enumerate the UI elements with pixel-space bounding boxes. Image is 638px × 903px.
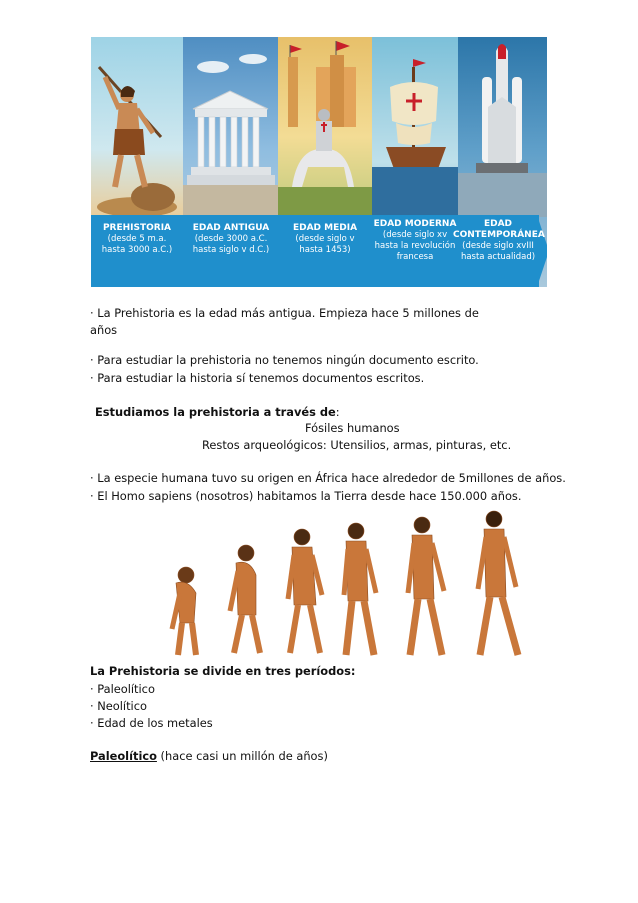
era-range-end: hasta 1453) bbox=[299, 245, 351, 255]
era-range-end-2: francesa bbox=[396, 252, 434, 262]
era-range-start: (desde siglo xv bbox=[382, 230, 448, 240]
paragraph-history-documents: · Para estudiar la historia sí tenemos documentos escritos. bbox=[90, 371, 425, 385]
era-range-end: hasta actualidad) bbox=[460, 252, 536, 262]
greek-temple-illustration bbox=[183, 37, 278, 217]
era-range-start: (desde siglo v bbox=[295, 234, 355, 244]
era-title: EDAD bbox=[483, 219, 513, 229]
evolution-figure-3 bbox=[288, 529, 322, 653]
text-line: años bbox=[90, 323, 118, 337]
era-title: EDAD MEDIA bbox=[292, 223, 358, 233]
paragraph-no-documents: · Para estudiar la prehistoria no tenemos ningún documento escrito. bbox=[90, 353, 479, 367]
studied-heading-colon: : bbox=[335, 405, 340, 419]
era-title: EDAD ANTIGUA bbox=[192, 223, 270, 233]
paragraph-oldest-age bbox=[90, 305, 479, 339]
caveman-hunter-illustration bbox=[91, 37, 183, 217]
period-item-neolithic: · Neolítico bbox=[90, 699, 147, 713]
space-shuttle-illustration bbox=[458, 37, 547, 217]
era-label-middle bbox=[281, 223, 369, 256]
evolution-figure-4 bbox=[344, 523, 376, 655]
period-item-metal-age: · Edad de los metales bbox=[90, 716, 213, 730]
evolution-figure-6 bbox=[478, 511, 518, 655]
paragraph-homo-sapiens: · El Homo sapiens (nosotros) habitamos la Tierra desde hace 150.000 años. bbox=[90, 489, 522, 503]
era-range-end: hasta la revolución bbox=[374, 241, 456, 251]
era-label-modern bbox=[369, 219, 461, 263]
studied-heading-text: Estudiamos la prehistoria a través de bbox=[95, 405, 336, 419]
era-label-ancient bbox=[185, 223, 277, 256]
period-item-paleolithic: · Paleolítico bbox=[90, 682, 155, 696]
periods-heading: La Prehistoria se divide en tres períodos: bbox=[90, 664, 356, 678]
paleolithic-note: (hace casi un millón de años) bbox=[160, 749, 328, 763]
paleolithic-title: Paleolítico bbox=[90, 749, 157, 763]
fossils-item: Fósiles humanos bbox=[305, 421, 400, 435]
evolution-figure-5 bbox=[408, 517, 444, 655]
text-line: · La Prehistoria es la edad más antigua. Empieza hace 5 millones de bbox=[90, 306, 479, 320]
studied-heading bbox=[95, 404, 340, 421]
era-range-end: hasta siglo v d.C.) bbox=[192, 245, 270, 255]
paragraph-africa-origin: · La especie humana tuvo su origen en África hace alrededor de 5millones de años. bbox=[90, 471, 566, 485]
era-title-2: CONTEMPORÁNEA bbox=[453, 230, 545, 240]
castle-knight-illustration bbox=[278, 37, 372, 217]
era-title: PREHISTORIA bbox=[102, 223, 172, 233]
remains-item: Restos arqueológicos: Utensilios, armas, pinturas, etc. bbox=[202, 438, 512, 452]
history-timeline-banner bbox=[91, 37, 547, 287]
caravel-ship-illustration bbox=[372, 37, 458, 217]
era-label-contemporary bbox=[453, 219, 543, 263]
human-evolution-illustration bbox=[160, 505, 550, 665]
era-title: EDAD MODERNA bbox=[373, 219, 457, 229]
era-range-start: (desde 5 m.a. bbox=[107, 234, 167, 244]
era-range-end: hasta 3000 a.C.) bbox=[101, 245, 173, 255]
evolution-figure-2 bbox=[230, 545, 260, 653]
era-range-start: (desde siglo xvIII bbox=[462, 241, 534, 251]
era-label-prehistory bbox=[93, 223, 181, 256]
paleolithic-section-title bbox=[90, 748, 328, 765]
era-range-start: (desde 3000 a.C. bbox=[194, 234, 268, 244]
evolution-figure-1 bbox=[172, 567, 196, 655]
